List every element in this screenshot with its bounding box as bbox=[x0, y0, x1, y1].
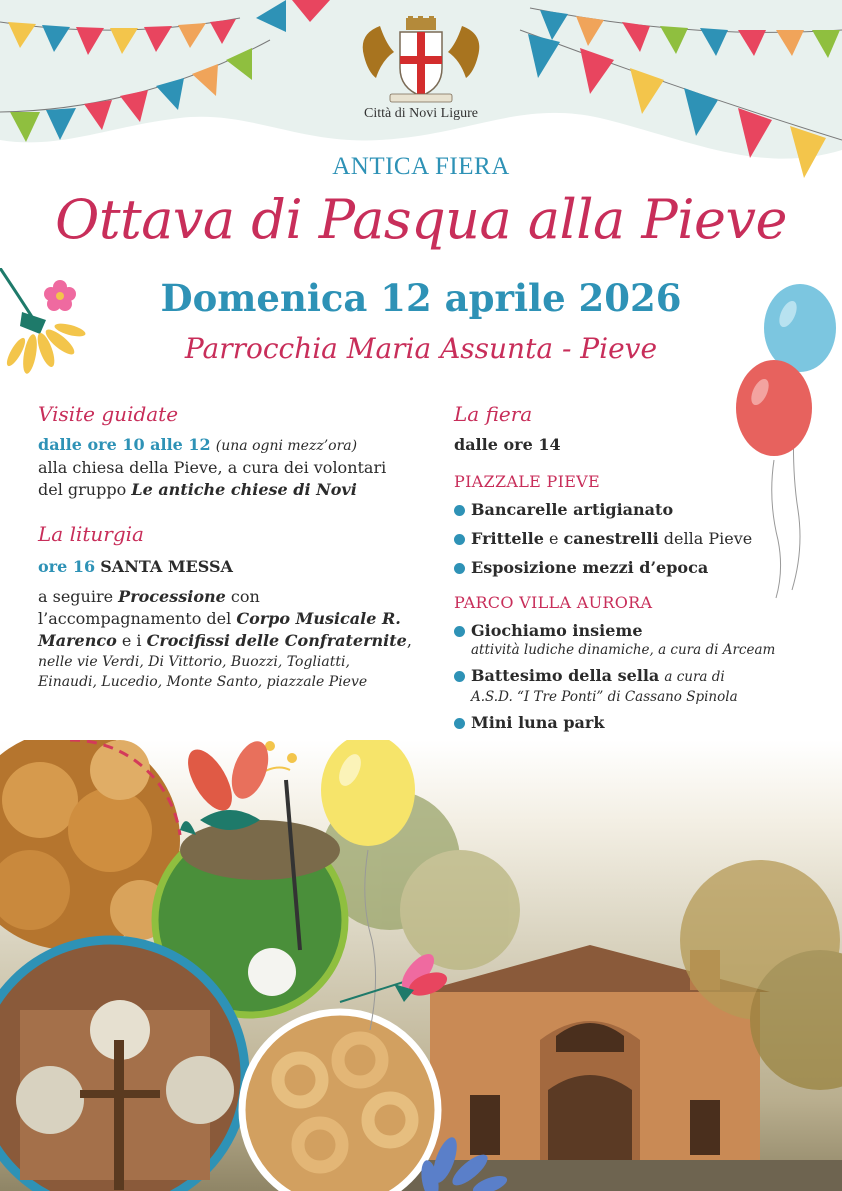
liturgia-line-2 bbox=[38, 608, 438, 630]
photo-collage bbox=[0, 740, 842, 1191]
bullet-dot bbox=[454, 563, 465, 574]
parco-title: PARCO VILLA AURORA bbox=[454, 593, 653, 612]
bullet-dot bbox=[454, 626, 465, 637]
event-place: Parrocchia Maria Assunta - Pieve bbox=[184, 332, 658, 365]
visite-group-name: Le antiche chiese di Novi bbox=[131, 480, 357, 499]
visite-line-2-pre: del gruppo bbox=[38, 480, 132, 499]
liturgia-p1-pre: a seguire bbox=[38, 587, 119, 606]
parco-item-2-inline-note: a cura di bbox=[664, 669, 725, 685]
liturgia-p1-post: con bbox=[225, 587, 260, 606]
liturgia-marenco: Marenco bbox=[38, 631, 117, 650]
liturgia-time: ore 16 bbox=[38, 557, 96, 576]
coat-of-arms-logo bbox=[356, 16, 486, 108]
visite-line-1: alla chiesa della Pieve, a cura dei volontari bbox=[38, 458, 387, 477]
piazzale-item-1: Bancarelle artigianato bbox=[471, 500, 674, 519]
piazzale-item-2-mid: e bbox=[543, 529, 564, 548]
bullet-dot bbox=[454, 534, 465, 545]
visite-heading: Visite guidate bbox=[38, 402, 179, 426]
list-item bbox=[454, 528, 834, 549]
event-date: Domenica 12 aprile 2026 bbox=[160, 276, 682, 320]
list-item bbox=[454, 712, 834, 733]
visite-section bbox=[38, 402, 428, 501]
liturgia-p3-mid: e i bbox=[116, 631, 147, 650]
parco-item-2-note: A.S.D. “I Tre Ponti” di Cassano Spinola bbox=[471, 689, 738, 705]
liturgia-p3-post: , bbox=[406, 631, 412, 650]
liturgia-processione: Processione bbox=[118, 587, 226, 606]
bullet-dot bbox=[454, 671, 465, 682]
flower-decoration-left bbox=[0, 268, 100, 388]
visite-time-note: (una ogni mezz’ora) bbox=[215, 438, 358, 454]
procession-photo bbox=[0, 940, 245, 1191]
page-title: Ottava di Pasqua alla Pieve bbox=[55, 188, 787, 251]
bullet-dot bbox=[454, 505, 465, 516]
visite-time: dalle ore 10 alle 12 bbox=[38, 435, 211, 454]
liturgia-line-1 bbox=[38, 586, 438, 608]
parco-item-1: Giochiamo insieme bbox=[471, 621, 643, 640]
piazzale-list bbox=[454, 499, 834, 578]
liturgia-corpo-musicale: Corpo Musicale R. bbox=[236, 609, 401, 628]
bullet-dot bbox=[454, 718, 465, 729]
event-type-label: ANTICA FIERA bbox=[332, 153, 510, 180]
fiera-heading: La fiera bbox=[454, 402, 533, 426]
red-flower-decoration bbox=[179, 740, 297, 835]
parco-item-2: Battesimo della sella bbox=[471, 666, 660, 685]
liturgia-event: SANTA MESSA bbox=[100, 557, 233, 576]
liturgia-line-3 bbox=[38, 630, 438, 652]
piazzale-item-3: Esposizione mezzi d’epoca bbox=[471, 558, 709, 577]
visite-line-2 bbox=[38, 479, 428, 501]
parco-item-1-note: attività ludiche dinamiche, a cura di Arceam bbox=[471, 642, 776, 658]
piazzale-title: PIAZZALE PIEVE bbox=[454, 472, 601, 491]
list-item bbox=[454, 620, 834, 659]
liturgia-time-line bbox=[38, 556, 438, 578]
liturgia-heading: La liturgia bbox=[38, 522, 144, 546]
liturgia-crocifissi: Crocifissi delle Confraternite bbox=[146, 631, 407, 650]
visite-time-line bbox=[38, 434, 428, 457]
city-name: Città di Novi Ligure bbox=[364, 106, 478, 121]
piazzale-item-2-post: della Pieve bbox=[658, 529, 753, 548]
liturgia-line-5: Einaudi, Lucedio, Monte Santo, piazzale Pieve bbox=[38, 674, 368, 690]
parco-item-3: Mini luna park bbox=[471, 713, 605, 732]
liturgia-p2-pre: l’accompagnamento del bbox=[38, 609, 237, 628]
list-item bbox=[454, 665, 834, 706]
liturgia-section bbox=[38, 522, 438, 692]
canestrelli-photo bbox=[242, 1012, 438, 1191]
fiera-section bbox=[454, 402, 834, 762]
piazzale-item-2b: canestrelli bbox=[563, 529, 659, 548]
fiera-time: dalle ore 14 bbox=[454, 435, 561, 454]
list-item bbox=[454, 499, 834, 520]
liturgia-line-4: nelle vie Verdi, Di Vittorio, Buozzi, Togliatti, bbox=[38, 654, 350, 670]
list-item bbox=[454, 557, 834, 578]
piazzale-item-2a: Frittelle bbox=[471, 529, 544, 548]
